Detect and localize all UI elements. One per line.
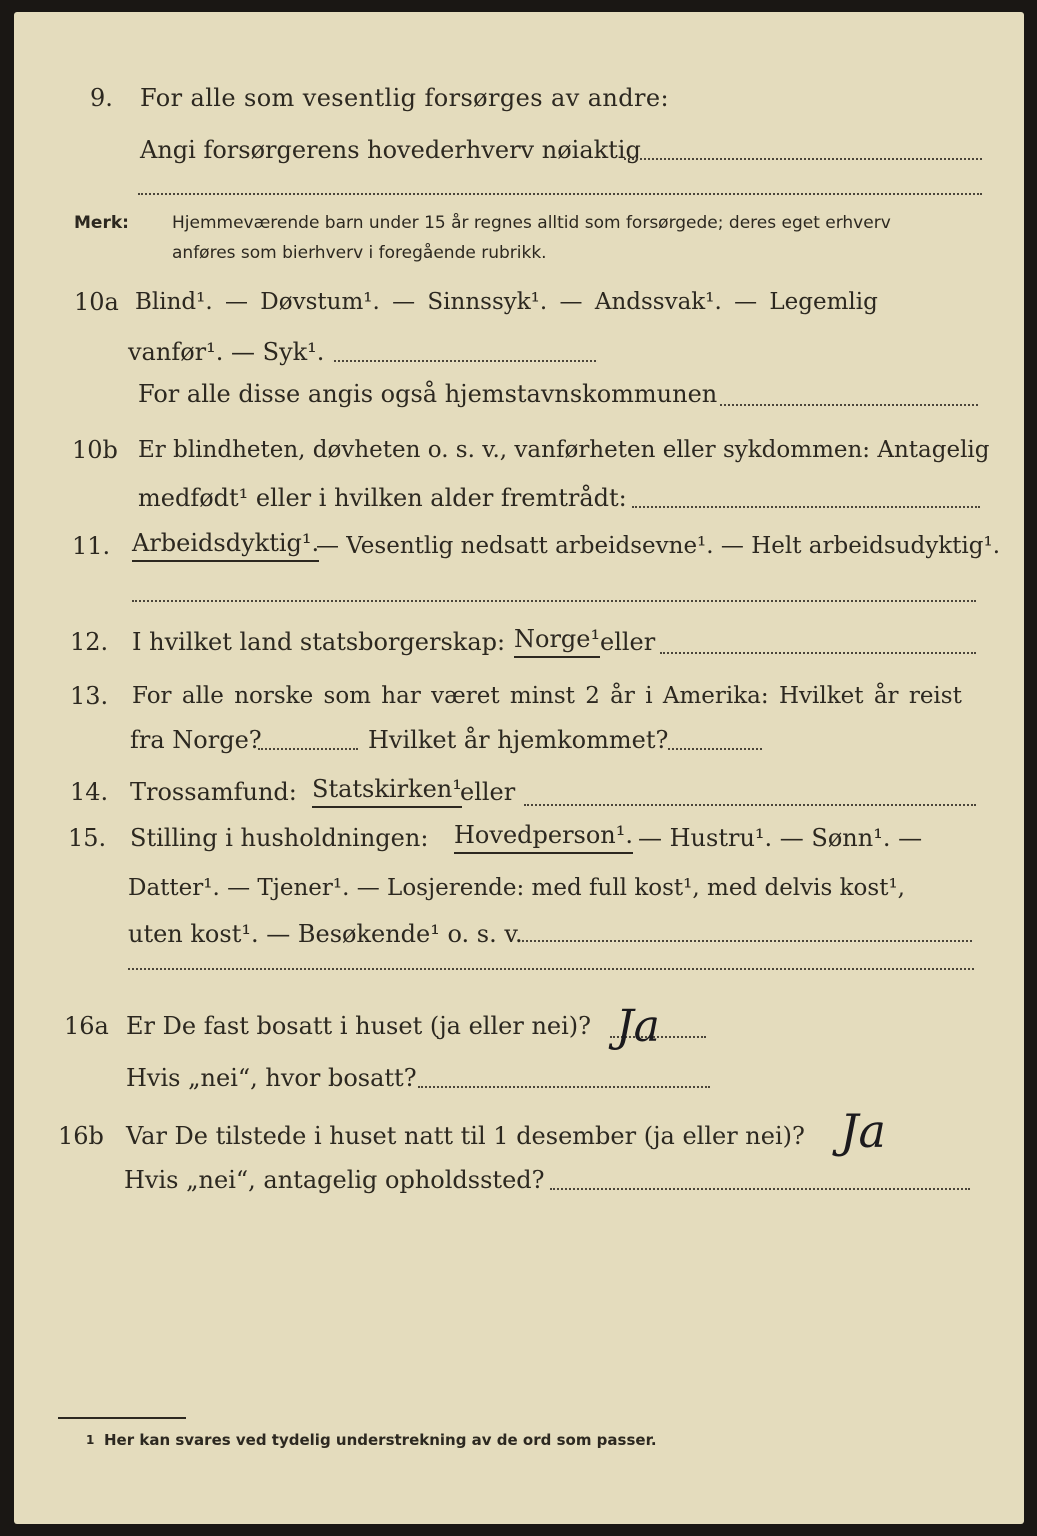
answer-line[interactable] xyxy=(258,748,358,750)
answer-line[interactable] xyxy=(128,968,974,970)
question-10b xyxy=(14,430,1024,470)
question-text: eller xyxy=(460,778,516,806)
question-text: Er blindheten, døvheten o. s. v., vanførheten eller sykdommen: Antagelig xyxy=(138,437,990,463)
question-text: Datter¹. — Tjener¹. — Losjerende: med full kost¹, med delvis kost¹, xyxy=(128,875,905,901)
question-text: fra Norge? xyxy=(130,726,262,754)
question-15 xyxy=(14,818,1024,858)
question-text: — Hustru¹. — Sønn¹. — xyxy=(638,824,923,852)
answer-line[interactable] xyxy=(550,1188,970,1190)
question-text: Hvis „nei“, antagelig opholdssted? xyxy=(124,1166,545,1194)
question-10a-line-3 xyxy=(14,374,1024,414)
question-number: 12. xyxy=(70,628,109,656)
footnote-text: Her kan svares ved tydelig understrekning av de ord som passer. xyxy=(104,1431,657,1449)
question-number: 10b xyxy=(72,436,118,464)
answer-line[interactable] xyxy=(418,1086,710,1088)
answer-line[interactable] xyxy=(624,158,982,160)
question-text: Var De tilstede i huset natt til 1 desember (ja eller nei)? xyxy=(126,1122,805,1150)
footnote-rule xyxy=(58,1417,186,1419)
question-number: 10a xyxy=(74,288,119,316)
note-label: Merk: xyxy=(74,213,129,233)
note-merk xyxy=(14,208,1024,238)
question-16a-line-2 xyxy=(14,1058,1024,1098)
question-13 xyxy=(14,676,1024,716)
answer-line[interactable] xyxy=(522,940,972,942)
answer-line[interactable] xyxy=(632,506,980,508)
answer-line[interactable] xyxy=(138,193,982,195)
question-11 xyxy=(14,526,1024,566)
question-14 xyxy=(14,772,1024,812)
underlined-option: Arbeidsdyktig¹. xyxy=(132,526,319,562)
question-text: For alle norske som har været minst 2 år i Amerika: Hvilket år reist xyxy=(132,683,962,709)
question-text: Stilling i husholdningen: xyxy=(130,824,429,852)
question-number: 9. xyxy=(90,84,113,112)
question-12 xyxy=(14,622,1024,662)
underlined-option: Statskirken¹ xyxy=(312,772,462,808)
answer-line[interactable] xyxy=(660,652,976,654)
note-text: anføres som bierhverv i foregående rubrikk. xyxy=(172,243,547,263)
question-number: 15. xyxy=(68,824,107,852)
question-9-line-2 xyxy=(14,130,1024,170)
question-text: uten kost¹. — Besøkende¹ o. s. v. xyxy=(128,920,523,948)
question-number: 16a xyxy=(64,1012,109,1040)
note-merk-line-2 xyxy=(14,238,1024,268)
question-15-line-3 xyxy=(14,914,1024,954)
question-16a xyxy=(14,1006,1024,1046)
question-text: For alle disse angis også hjemstavnskommunen xyxy=(138,380,718,408)
question-number: 16b xyxy=(58,1122,104,1150)
question-text: eller xyxy=(600,628,656,656)
question-text: Er De fast bosatt i huset (ja eller nei)? xyxy=(126,1012,592,1040)
answer-line[interactable] xyxy=(334,360,596,362)
question-text: Trossamfund: xyxy=(130,778,297,806)
question-text: I hvilket land statsborgerskap: xyxy=(132,628,506,656)
question-text: Hvis „nei“, hvor bosatt? xyxy=(126,1064,417,1092)
answer-line[interactable] xyxy=(720,404,978,406)
question-10a xyxy=(14,282,1024,322)
note-text: Hjemmeværende barn under 15 år regnes alltid som forsørgede; deres eget erhverv xyxy=(172,213,891,233)
footnote xyxy=(14,1426,1024,1454)
question-text: Hvilket år hjemkommet? xyxy=(368,726,669,754)
answer-line[interactable] xyxy=(524,804,976,806)
question-number: 13. xyxy=(70,682,109,710)
question-15-line-2 xyxy=(14,868,1024,908)
question-text: vanfør¹. — Syk¹. xyxy=(128,338,325,366)
answer-line[interactable] xyxy=(668,748,762,750)
answer-line[interactable] xyxy=(132,600,976,602)
question-number: 14. xyxy=(70,778,109,806)
handwritten-answer: Ja xyxy=(840,1104,886,1158)
question-text: medfødt¹ eller i hvilken alder fremtrådt: xyxy=(138,484,627,512)
underlined-option: Hovedperson¹. xyxy=(454,818,633,854)
question-10a-line-2 xyxy=(14,332,1024,372)
question-text: For alle som vesentlig forsørges av andre: xyxy=(140,84,670,112)
question-text: — Vesentlig nedsatt arbeidsevne¹. — Helt arbeidsudyktig¹. xyxy=(316,533,1001,559)
question-10b-line-2 xyxy=(14,478,1024,518)
footnote-mark: 1 xyxy=(86,1433,95,1447)
question-9 xyxy=(14,78,1024,118)
question-13-line-2 xyxy=(14,720,1024,760)
question-text: Blind¹. — Døvstum¹. — Sinnssyk¹. — Andssvak¹. — Legemlig xyxy=(135,289,878,315)
question-16b-line-2 xyxy=(14,1160,1024,1200)
question-number: 11. xyxy=(72,532,111,560)
handwritten-answer: Ja xyxy=(616,1001,660,1052)
census-form-page xyxy=(14,12,1024,1524)
underlined-option: Norge¹ xyxy=(514,622,600,658)
question-text: Angi forsørgerens hovederhverv nøiaktig xyxy=(140,136,641,164)
